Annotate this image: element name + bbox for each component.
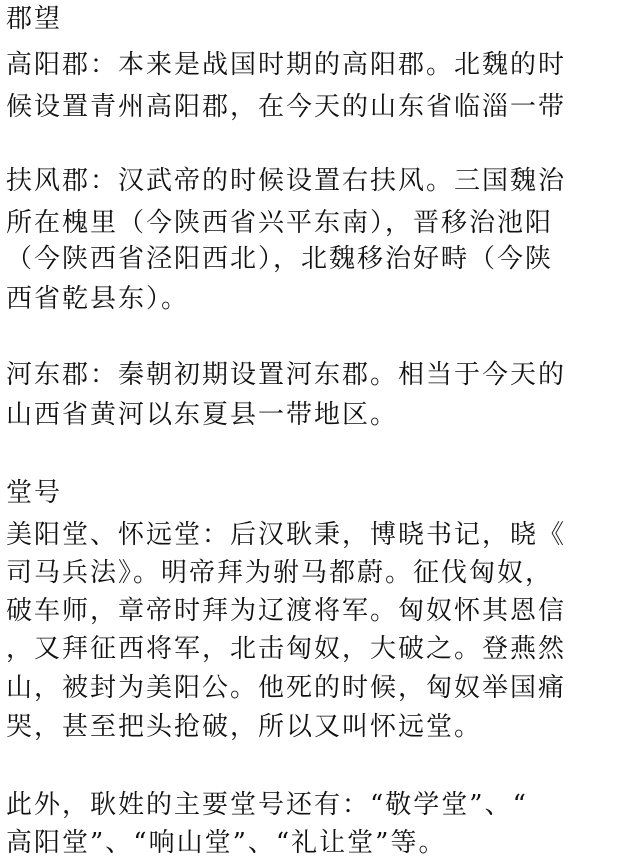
paragraph-fufeng-line: 西省乾县东）。 [6,284,190,314]
paragraph-gaoyang-line: 高阳郡：本来是战国时期的高阳郡。北魏的时 [6,50,567,80]
heading-tanghao: 堂号 [6,478,63,508]
paragraph-hedong-line: 河东郡：秦朝初期设置河东郡。相当于今天的 [6,360,567,390]
paragraph-meiyang-line: ，又拜征西将军，北击匈奴，大破之。登燕然 [6,634,567,664]
paragraph-fufeng-line: （今陕西省泾阳西北），北魏移治好畤（今陕 [6,244,554,274]
paragraph-meiyang-line: 美阳堂、怀远堂：后汉耿秉，博晓书记，晓《 [6,520,567,550]
heading-junwang: 郡望 [6,4,63,34]
paragraph-fufeng-line: 所在槐里（今陕西省兴平东南），晋移治池阳 [6,208,554,238]
paragraph-meiyang-line: 山，被封为美阳公。他死的时候，匈奴举国痛 [6,673,567,703]
paragraph-hedong-line: 山西省黄河以东夏县一带地区。 [6,400,399,430]
paragraph-meiyang-line: 司马兵法》。明帝拜为驸马都蔚。征伐匈奴， [6,558,554,588]
paragraph-gaoyang-line: 候设置青州高阳郡，在今天的山东省临淄一带 [6,92,567,122]
paragraph-meiyang-line: 哭，甚至把头抢破，所以又叫怀远堂。 [6,712,483,742]
paragraph-meiyang-line: 破车师，章帝时拜为辽渡将军。匈奴怀其恩信 [6,596,567,626]
paragraph-others-line: 高阳堂”、“响山堂”、“礼让堂”等。 [6,828,447,858]
paragraph-fufeng-line: 扶风郡：汉武帝的时候设置右扶风。三国魏治 [6,166,567,196]
paragraph-others-line: 此外，耿姓的主要堂号还有：“敬学堂”、“ [6,790,528,820]
